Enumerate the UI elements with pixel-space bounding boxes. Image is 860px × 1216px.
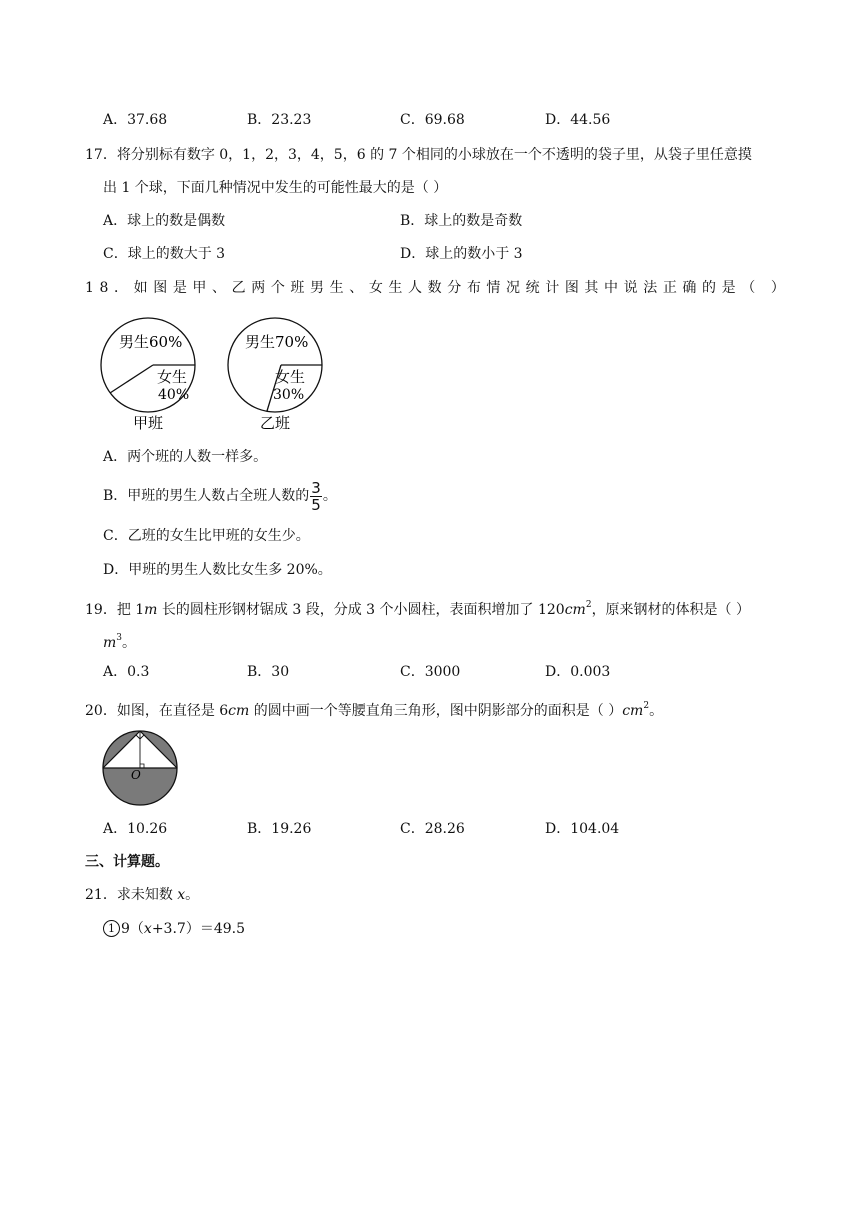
q18-option-c: C．乙班的女生比甲班的女生少。	[103, 528, 310, 544]
q20-option-a: A．10.26	[103, 821, 168, 837]
pie-jia-label-girls: 女生	[157, 368, 188, 386]
q16-option-c: C．69.68	[400, 112, 465, 128]
q19-unit-m: m	[144, 602, 158, 618]
pie-yi-label-girls-percent: 30%	[273, 387, 305, 403]
q17-stem-line2: 出 1 个球，下面几种情况中发生的可能性最大的是（ ）	[103, 180, 448, 196]
pie-jia-label-boys: 男生60%	[119, 333, 183, 351]
q20-text-1: 20．如图，在直径是 6	[85, 703, 229, 719]
section-heading-calculation: 三、计算题。	[85, 854, 169, 870]
q19-option-c: C．3000	[400, 664, 461, 680]
q19-exponent-3: 3	[116, 633, 123, 643]
q19-text-2: 长的圆柱形钢材锯成 3 段，分成 3 个小圆柱，表面积增加了 120	[157, 602, 565, 618]
q16-option-a: A．37.68	[103, 112, 168, 128]
q17-option-d: D．球上的数小于 3	[400, 246, 523, 262]
pie-jia-title: 甲班	[132, 414, 164, 432]
q19-text-1: 19．把 1	[85, 602, 145, 618]
q20-unit-cm2: cm	[622, 703, 644, 719]
fraction-three-fifths	[310, 480, 322, 513]
q17-option-a: A．球上的数是偶数	[103, 213, 226, 229]
q18-option-a: A．两个班的人数一样多。	[103, 449, 268, 465]
q21-text: 21．求未知数	[85, 887, 178, 903]
pie-chart-jia	[101, 318, 195, 432]
q20-option-b: B．19.26	[247, 821, 312, 837]
q18-option-b-end: 。	[322, 488, 337, 504]
fraction-numerator: 3	[311, 478, 321, 497]
q21-equation-variable: x	[143, 921, 152, 937]
q17-option-b: B．球上的数是奇数	[400, 213, 523, 229]
q19-text-4: 。	[122, 635, 137, 651]
q20-text-2: 的圆中画一个等腰直角三角形，图中阴影部分的面积是（ ）	[249, 703, 623, 719]
q20-option-c: C．28.26	[400, 821, 465, 837]
q19-stem-line2	[103, 628, 136, 653]
q18-option-b-text: B．甲班的男生人数占全班人数的	[103, 488, 310, 504]
q20-circle-figure	[100, 728, 182, 810]
q19-stem-line1	[85, 595, 750, 620]
pie-jia-label-girls-percent: 40%	[158, 387, 190, 403]
q20-option-d: D．104.04	[545, 821, 620, 837]
pie-yi-title: 乙班	[259, 414, 291, 432]
pie-yi-label-boys: 男生70%	[245, 333, 309, 351]
q19-unit-cm: cm	[564, 602, 586, 618]
q21-stem	[85, 885, 199, 905]
q21-equation-part-2: +3.7）＝49.5	[151, 921, 245, 937]
q18-stem: 18．如图是甲、乙两个班男生、女生人数分布情况统计图其中说法正确的是（ ）	[85, 280, 791, 296]
q19-exponent-2: 2	[585, 600, 592, 610]
q18-option-b	[103, 478, 337, 514]
fraction-denominator: 5	[311, 495, 321, 514]
q20-exponent-2: 2	[643, 701, 650, 711]
q21-equation-part-1: 9（	[121, 921, 144, 937]
q16-option-b: B．23.23	[247, 112, 312, 128]
q19-option-d: D．0.003	[545, 664, 611, 680]
q17-option-c: C．球上的数大于 3	[103, 246, 226, 262]
q21-text-end: 。	[185, 887, 200, 903]
q17-stem-line1: 17．将分别标有数字 0，1，2，3，4，5，6 的 7 个相同的小球放在一个不透明的袋子里，从袋子里任意摸	[85, 147, 752, 163]
q20-unit-cm: cm	[228, 703, 250, 719]
q18-option-d: D．甲班的男生人数比女生多 20%。	[103, 562, 332, 578]
q20-text-3: 。	[649, 703, 664, 719]
pie-yi-label-girls: 女生	[275, 368, 306, 386]
q19-text-3: ，原来钢材的体积是（ ）	[591, 602, 751, 618]
pie-chart-yi	[228, 318, 322, 432]
q19-option-b: B．30	[247, 664, 290, 680]
q19-option-a: A．0.3	[103, 664, 150, 680]
q19-unit-m3: m	[103, 635, 117, 651]
circled-number-1: 1	[103, 920, 120, 937]
q16-option-d: D．44.56	[545, 112, 611, 128]
q20-stem	[85, 696, 663, 721]
q18-pie-charts	[95, 315, 335, 437]
q21-variable: x	[177, 887, 186, 903]
center-label-o: O	[131, 768, 141, 782]
q21-item-1	[103, 919, 245, 939]
